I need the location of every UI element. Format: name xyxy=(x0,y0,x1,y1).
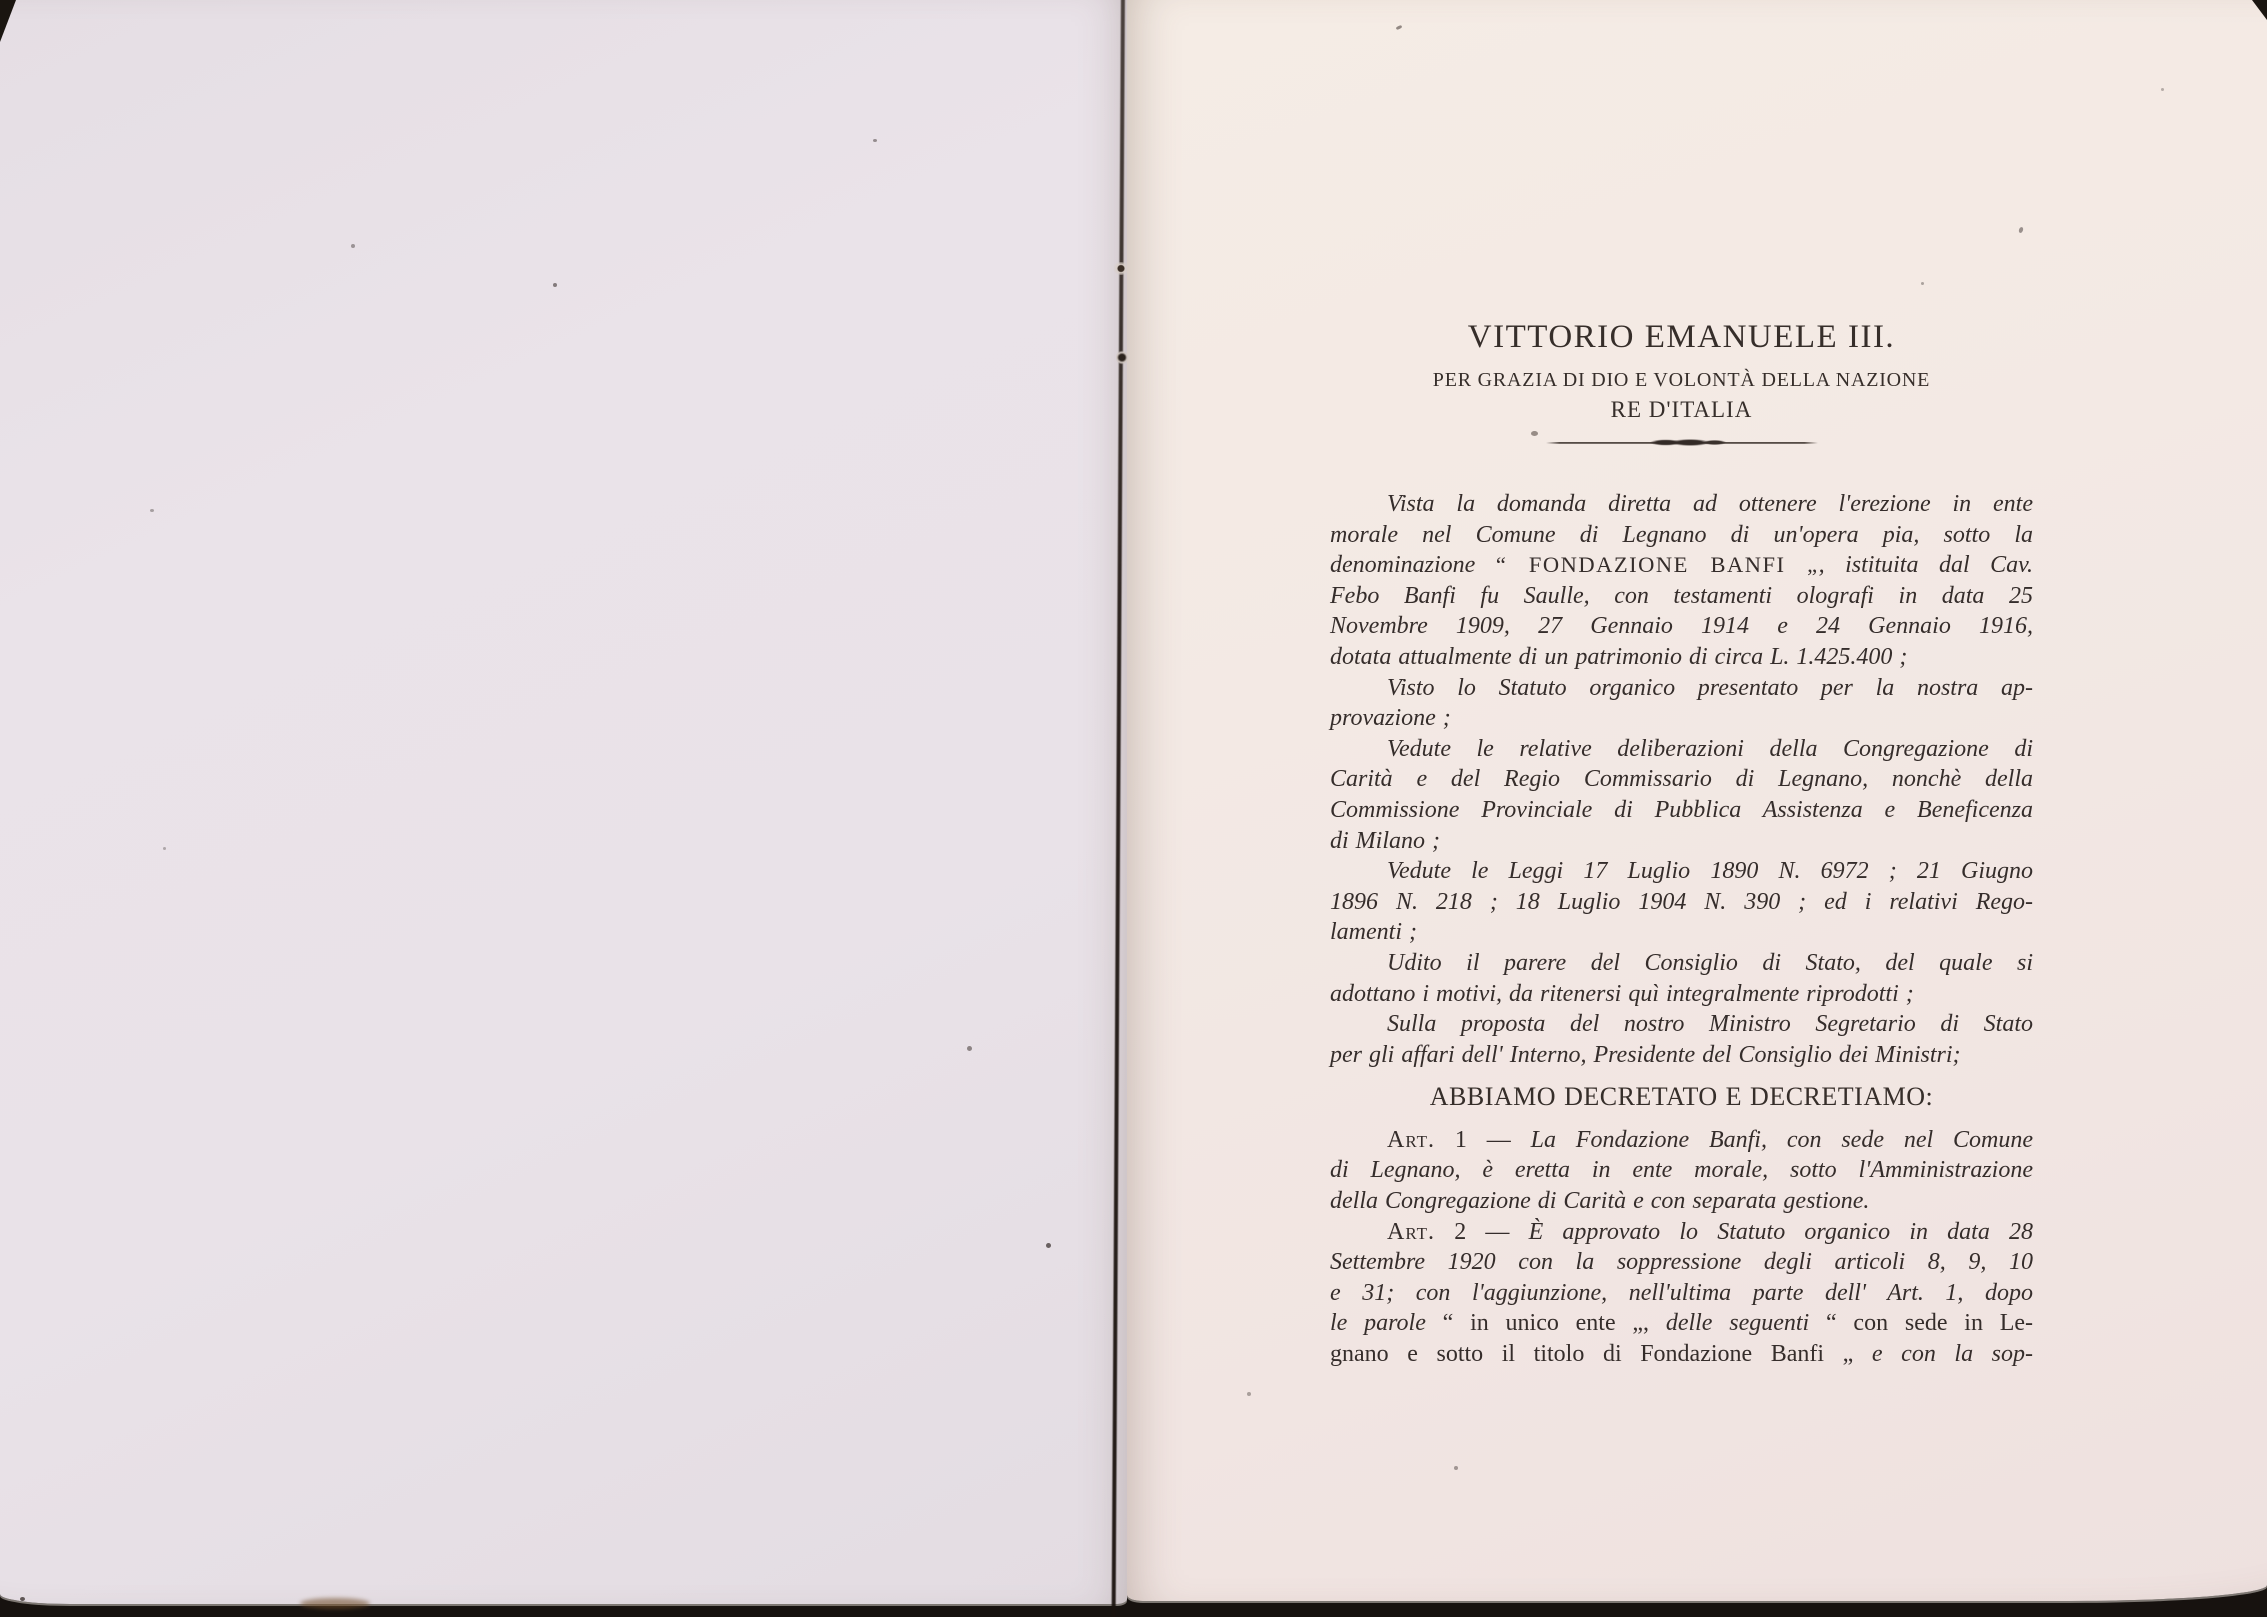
text-segment: lamenti ; xyxy=(1330,919,1417,946)
paper-speck xyxy=(1046,1243,1051,1248)
text-line xyxy=(1330,1217,2033,1248)
text-line xyxy=(1330,1186,2033,1217)
text-line xyxy=(1330,1278,2033,1309)
text-segment: di Legnano, è eretta in ente morale, sotto l'Amministrazione xyxy=(1330,1157,2033,1184)
paper-speck xyxy=(873,139,877,142)
paper-speck xyxy=(1454,1466,1458,1470)
text-segment: Settembre 1920 con la soppressione degli articoli 8, 9, 10 xyxy=(1330,1249,2033,1276)
text-segment: Commissione Provinciale di Pubblica Assistenza e Beneficenza xyxy=(1330,796,2033,823)
text-line xyxy=(1330,887,2033,918)
page-subtitle: PER GRAZIA DI DIO E VOLONTÀ DELLA NAZIONE xyxy=(1432,369,1931,391)
text-segment: “ in unico ente „, xyxy=(1442,1310,1666,1337)
paper-speck xyxy=(163,847,166,850)
text-segment: Vista la domanda diretta ad ottenere l'erezione in ente xyxy=(1387,491,2033,517)
text-segment: Art. xyxy=(1387,1126,1436,1153)
text-segment: , istituita dal Cav. xyxy=(1818,552,2033,579)
paper-speck xyxy=(1247,1392,1251,1396)
text-line xyxy=(1330,1247,2033,1278)
text-line xyxy=(1330,948,2033,979)
text-line xyxy=(1330,550,2033,581)
text-segment: 1896 N. 218 ; 18 Luglio 1904 N. 390 ; ed i relativi Rego- xyxy=(1330,888,2033,915)
paper-speck xyxy=(351,244,355,248)
text-segment: Vedute le relative deliberazioni della Congregazione di xyxy=(1387,735,2033,762)
text-segment: Carità e del Regio Commissario di Legnano, nonchè della xyxy=(1330,766,2033,793)
text-segment: morale nel Comune di Legnano di un'opera pia, sotto la xyxy=(1330,521,2033,548)
text-line xyxy=(1330,581,2033,612)
text-line xyxy=(1330,979,2033,1010)
text-segment: “ FONDAZIONE BANFI „ xyxy=(1495,552,1819,578)
text-line xyxy=(1330,611,2033,642)
paper-speck xyxy=(553,283,557,287)
text-segment: gnano e sotto il titolo di Fondazione Banfi „ xyxy=(1330,1341,1872,1368)
stitch-mark xyxy=(1116,350,1128,365)
text-segment: Udito il parere del Consiglio di Stato, del quale si xyxy=(1387,949,2033,976)
left-blank-page xyxy=(0,0,1127,1604)
text-segment: della Congregazione di Carità e con separata gestione. xyxy=(1330,1188,1870,1215)
body-text xyxy=(1330,489,2033,1370)
text-line xyxy=(1330,1155,2033,1186)
page-title: VITTORIO EMANUELE III. xyxy=(1467,319,1896,355)
rule-flourish-icon xyxy=(1531,431,1538,436)
paper-speck xyxy=(1921,282,1924,285)
text-segment: delle seguenti xyxy=(1665,1310,1826,1337)
ornamental-rule-icon xyxy=(1546,439,1818,446)
text-line xyxy=(1330,795,2033,826)
text-line xyxy=(1330,1125,2033,1156)
text-segment: La Fondazione Banfi, con sede nel Comune xyxy=(1530,1126,2033,1153)
text-segment: denominazione xyxy=(1330,552,1496,579)
paper-speck xyxy=(967,1046,972,1051)
text-line xyxy=(1330,764,2033,795)
text-line xyxy=(1330,520,2033,551)
text-line xyxy=(1330,1009,2033,1040)
text-line xyxy=(1330,826,2033,857)
right-printed-page xyxy=(1127,0,2267,1601)
text-line xyxy=(1330,856,2033,887)
text-segment: Vedute le Leggi 17 Luglio 1890 N. 6972 ; 21 Giugno xyxy=(1387,858,2033,885)
text-segment: e 31; con l'aggiunzione, nell'ultima parte dell' Art. 1, dopo xyxy=(1330,1279,2033,1306)
text-segment: dotata attualmente di un patrimonio di circa L. 1.425.400 ; xyxy=(1330,643,1908,670)
text-line xyxy=(1330,703,2033,734)
text-segment: e con la sop- xyxy=(1871,1341,2033,1368)
stitch-mark xyxy=(1113,262,1129,275)
text-segment: Art. xyxy=(1387,1218,1436,1245)
text-segment: adottano i motivi, da ritenersi quì integralmente riprodotti ; xyxy=(1330,980,1914,1007)
paper-speck xyxy=(150,509,154,512)
paper-speck xyxy=(2161,88,2164,91)
text-segment: È approvato lo Statuto organico in data 28 xyxy=(1528,1218,2033,1245)
paper-stain xyxy=(300,1598,370,1609)
text-segment: per gli affari dell' Interno, Presidente del Consiglio dei Ministri; xyxy=(1330,1041,1961,1068)
text-line xyxy=(1330,642,2033,673)
text-line xyxy=(1330,734,2033,765)
text-segment: Sulla proposta del nostro Ministro Segretario di Stato xyxy=(1387,1011,2033,1038)
text-segment: “ con sede in Le- xyxy=(1826,1310,2034,1337)
text-line xyxy=(1330,1339,2033,1370)
text-segment: 1 — xyxy=(1435,1126,1531,1153)
text-segment: Febo Banfi fu Saulle, con testamenti olografi in data 25 xyxy=(1330,582,2033,609)
text-segment: di Milano ; xyxy=(1330,827,1440,854)
text-segment: Novembre 1909, 27 Gennaio 1914 e 24 Gennaio 1916, xyxy=(1330,613,2033,640)
text-segment: le parole xyxy=(1330,1310,1443,1337)
decree-heading: ABBIAMO DECRETATO E DECRETIAMO: xyxy=(1429,1082,1934,1112)
text-line xyxy=(1330,917,2033,948)
text-segment: provazione ; xyxy=(1330,705,1451,732)
paper-speck xyxy=(20,1597,25,1601)
text-line xyxy=(1330,1308,2033,1339)
text-line xyxy=(1330,673,2033,704)
text-segment: Visto lo Statuto organico presentato per la nostra ap- xyxy=(1387,674,2033,701)
page-title-line3: RE D'ITALIA xyxy=(1610,397,1753,422)
text-segment: 2 — xyxy=(1435,1218,1529,1245)
text-line xyxy=(1330,489,2033,520)
text-line xyxy=(1330,1040,2033,1071)
